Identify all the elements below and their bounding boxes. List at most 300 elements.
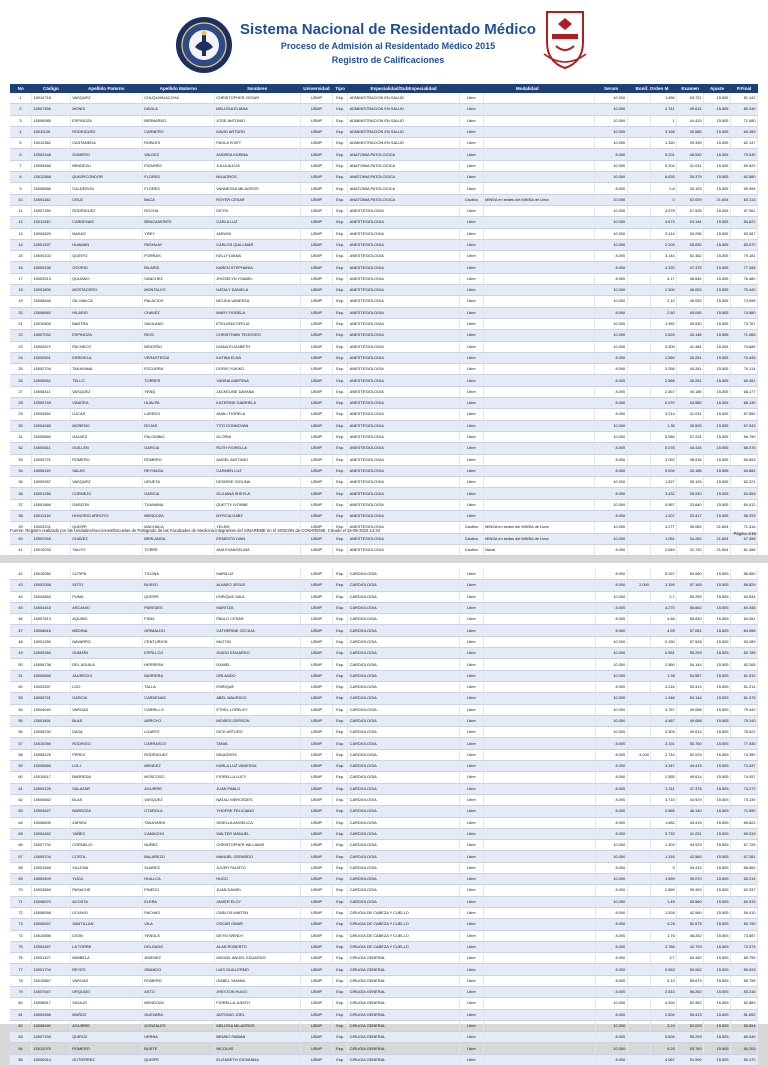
table-row xyxy=(10,670,758,681)
cell-ajuste: 15.505 xyxy=(704,636,731,647)
document-section-title: Registro de Calificaciones xyxy=(331,55,445,65)
cell-no: 34 xyxy=(10,465,32,476)
cell-bonif xyxy=(627,160,651,171)
table-row xyxy=(10,262,758,273)
cell-apellido-materno: FLORES xyxy=(142,183,214,194)
cell-pfinal: 70.040 xyxy=(730,149,757,160)
cell-bonif xyxy=(627,285,651,296)
cell-serum: 10.000 xyxy=(595,104,627,115)
cell-bonif xyxy=(627,364,651,375)
table-row xyxy=(10,636,758,647)
cell-codigo: 15008646 xyxy=(32,296,71,307)
cell-sede xyxy=(483,330,595,341)
cell-nombres: OSCAR OMAR xyxy=(214,919,300,930)
cell-bonif xyxy=(627,183,651,194)
cell-apellido-materno: MOSCOSO xyxy=(142,772,214,783)
cell-nombres: CARLA LUZ xyxy=(214,217,300,228)
cell-codigo: 15003337 xyxy=(32,681,71,692)
cell-pfinal: 73.767 xyxy=(730,318,757,329)
cell-nombres: DENISSE GIOLINA xyxy=(214,477,300,488)
cell-ajuste: 15.505 xyxy=(704,625,731,636)
cell-universidad: USMP xyxy=(300,648,332,659)
cell-no: 83 xyxy=(10,1032,32,1043)
cell-especialidad: CIRUGIA GENERAL xyxy=(348,998,460,1009)
cell-especialidad: ANESTESIOLOGIA xyxy=(348,533,460,544)
cell-ajuste: 15.505 xyxy=(704,1043,731,1054)
cell-serum: 10.000 xyxy=(595,228,627,239)
table-body xyxy=(10,93,758,556)
cell-codigo: 15006605 xyxy=(32,817,71,828)
cell-universidad: USMP xyxy=(300,149,332,160)
cell-bonif xyxy=(627,409,651,420)
cell-orden: 1.303 xyxy=(651,840,677,851)
cell-orden: 2.7 xyxy=(651,591,677,602)
cell-bonif xyxy=(627,262,651,273)
cell-examen: 45.045 xyxy=(677,307,704,318)
cell-pfinal: 58.293 xyxy=(730,510,757,521)
cell-nombres: MARY FIORELA xyxy=(214,307,300,318)
cell-examen: 42.793 xyxy=(677,941,704,952)
col-apellido-paterno: Apellido Paterno xyxy=(70,84,142,93)
cell-no: 59 xyxy=(10,761,32,772)
cell-universidad: USMP xyxy=(300,964,332,975)
cell-modalidad: Libre xyxy=(459,205,483,216)
cell-modalidad: Libre xyxy=(459,104,483,115)
cell-bonif xyxy=(627,715,651,726)
cell-serum: 10.000 xyxy=(595,896,627,907)
cell-universidad: USMP xyxy=(300,727,332,738)
cell-codigo: 15006597 xyxy=(32,919,71,930)
cell-modalidad: Libre xyxy=(459,160,483,171)
cell-apellido-paterno: PASACHE xyxy=(70,885,142,896)
cell-serum: 10.000 xyxy=(595,998,627,1009)
cell-tipo: Esp. xyxy=(333,409,348,420)
cell-especialidad: CARDIOLOGIA xyxy=(348,885,460,896)
cell-ajuste: 15.505 xyxy=(704,727,731,738)
cell-no: 35 xyxy=(10,477,32,488)
cell-universidad: USMP xyxy=(300,522,332,533)
cell-apellido-materno: ROCHA xyxy=(142,205,214,216)
cell-no: 45 xyxy=(10,602,32,613)
cell-examen: 46.140 xyxy=(677,806,704,817)
cell-serum: 8.000 xyxy=(595,828,627,839)
cell-especialidad: ANESTESIOLOGIA xyxy=(348,251,460,262)
cell-ajuste: 15.505 xyxy=(704,239,731,250)
cell-apellido-materno: PAREDES xyxy=(142,602,214,613)
cell-no: 27 xyxy=(10,386,32,397)
cell-serum: 8.000 xyxy=(595,251,627,262)
cell-apellido-materno: BUSTE xyxy=(142,1043,214,1054)
cell-codigo: 15006856 xyxy=(32,183,71,194)
cell-examen: 35.193 xyxy=(677,183,704,194)
cell-no: 5 xyxy=(10,138,32,149)
cell-codigo: 15004653 xyxy=(32,591,71,602)
cell-sede xyxy=(483,126,595,137)
cell-examen: 41.031 xyxy=(677,828,704,839)
cell-examen: 44.415 xyxy=(677,817,704,828)
cell-tipo: Esp. xyxy=(333,591,348,602)
table-row xyxy=(10,488,758,499)
cell-bonif xyxy=(627,907,651,918)
cell-codigo: 15010867 xyxy=(32,975,71,986)
cell-modalidad: Libre xyxy=(459,93,483,104)
cell-apellido-materno: SAVILANO xyxy=(142,318,214,329)
cell-universidad: USMP xyxy=(300,840,332,851)
cell-especialidad: CARDIOLOGIA xyxy=(348,670,460,681)
cell-sede xyxy=(483,998,595,1009)
cell-nombres: JULIA ALICIA xyxy=(214,160,300,171)
cell-pfinal: 80.790 xyxy=(730,919,757,930)
cell-pfinal: 62.147 xyxy=(730,138,757,149)
cell-no: 51 xyxy=(10,670,32,681)
cell-orden: 2.624 xyxy=(651,330,677,341)
cell-no: 60 xyxy=(10,772,32,783)
cell-especialidad: ANESTESIOLOGIA xyxy=(348,398,460,409)
cell-pfinal: 85.829 xyxy=(730,580,757,591)
cell-especialidad: ANESTESIOLOGIA xyxy=(348,443,460,454)
cell-codigo: 15007194 xyxy=(32,1032,71,1043)
cell-ajuste: 15.505 xyxy=(704,896,731,907)
cell-apellido-paterno: VASQUEZ xyxy=(70,93,142,104)
cell-universidad: USMP xyxy=(300,659,332,670)
cell-apellido-materno: CHUQUIHUACCHA xyxy=(142,93,214,104)
cell-serum: 8.000 xyxy=(595,907,627,918)
cell-serum: 8.000 xyxy=(595,386,627,397)
cell-codigo: 15010805 xyxy=(32,318,71,329)
cell-examen: 33.417 xyxy=(677,510,704,521)
cell-especialidad: ANESTESIOLOGIA xyxy=(348,510,460,521)
cell-bonif xyxy=(627,93,651,104)
table-row xyxy=(10,93,758,104)
cell-modalidad: Libre xyxy=(459,262,483,273)
cell-no: 46 xyxy=(10,614,32,625)
cell-tipo: Esp. xyxy=(333,840,348,851)
cell-tipo: Esp. xyxy=(333,115,348,126)
cell-no: 7 xyxy=(10,160,32,171)
cell-apellido-materno: DELGADO xyxy=(142,941,214,952)
cell-bonif xyxy=(627,874,651,885)
cell-examen: 57.528 xyxy=(677,205,704,216)
cell-especialidad: CARDIOLOGIA xyxy=(348,738,460,749)
cell-especialidad: CARDIOLOGIA xyxy=(348,625,460,636)
cell-bonif xyxy=(627,896,651,907)
cell-bonif xyxy=(627,104,651,115)
cell-codigo: 15005660 xyxy=(32,431,71,442)
cell-especialidad: CARDIOLOGIA xyxy=(348,749,460,760)
cell-no: 52 xyxy=(10,681,32,692)
cell-universidad: USMP xyxy=(300,499,332,510)
cell-especialidad: ANATOMIA PATOLOGICA xyxy=(348,172,460,183)
cell-no: 10 xyxy=(10,194,32,205)
cell-modalidad: Libre xyxy=(459,228,483,239)
cell-pfinal: 82.785 xyxy=(730,648,757,659)
cell-pfinal: 75.440 xyxy=(730,285,757,296)
cell-codigo: 15004620 xyxy=(32,228,71,239)
cell-orden: 1.36 xyxy=(651,670,677,681)
cell-universidad: USMP xyxy=(300,318,332,329)
cell-especialidad: CARDIOLOGIA xyxy=(348,794,460,805)
cell-no: 41 xyxy=(10,544,32,555)
cell-especialidad: CIRUGIA GENERAL xyxy=(348,964,460,975)
cell-nombres: ETHEL LORELEY xyxy=(214,704,300,715)
table-row xyxy=(10,115,758,126)
cell-examen: 33.640 xyxy=(677,499,704,510)
cell-serum: 10.000 xyxy=(595,533,627,544)
cell-universidad: USMP xyxy=(300,693,332,704)
cell-especialidad: ANESTESIOLOGIA xyxy=(348,544,460,555)
cell-nombres: ANGEL ANTONIO xyxy=(214,454,300,465)
cell-universidad: USMP xyxy=(300,1009,332,1020)
cell-codigo: 15001285 xyxy=(32,488,71,499)
cell-serum: 8.000 xyxy=(595,262,627,273)
cell-sede xyxy=(483,138,595,149)
cell-orden: 0.963 xyxy=(651,964,677,975)
cell-apellido-paterno: LA TORRE xyxy=(70,941,142,952)
cell-sede xyxy=(483,149,595,160)
cell-tipo: Esp. xyxy=(333,986,348,997)
cell-tipo: Esp. xyxy=(333,772,348,783)
cell-bonif xyxy=(627,998,651,1009)
cell-nombres: JOSE ANTONIO xyxy=(214,115,300,126)
cell-codigo: 15001255 xyxy=(32,636,71,647)
cell-bonif xyxy=(627,251,651,262)
cell-modalidad: Libre xyxy=(459,115,483,126)
cell-modalidad: Libre xyxy=(459,330,483,341)
cell-nombres: ROYER CESAR xyxy=(214,194,300,205)
cell-serum: 8.000 xyxy=(595,544,627,555)
cell-nombres: MOISES GERSON xyxy=(214,715,300,726)
cell-apellido-paterno: LOLI xyxy=(70,761,142,772)
cell-ajuste: 15.505 xyxy=(704,580,731,591)
cell-nombres: CARLOS MARTIN xyxy=(214,907,300,918)
cell-ajuste: 15.505 xyxy=(704,273,731,284)
grades-table-page-1 xyxy=(10,84,758,556)
cell-pfinal: 67.726 xyxy=(730,840,757,851)
cell-orden: 0.078 xyxy=(651,443,677,454)
cell-no: 62 xyxy=(10,794,32,805)
cell-codigo: 15007456 xyxy=(32,104,71,115)
cell-especialidad: ANESTESIOLOGIA xyxy=(348,386,460,397)
cell-nombres: DORIS YUKIKO xyxy=(214,364,300,375)
cell-bonif xyxy=(627,919,651,930)
cell-examen: 55.259 xyxy=(677,648,704,659)
cell-no: 77 xyxy=(10,964,32,975)
cell-apellido-materno: QUISPE xyxy=(142,1054,214,1065)
col-codigo: Código xyxy=(32,84,71,93)
cell-codigo: 15000811 xyxy=(32,443,71,454)
cell-pfinal: 81.652 xyxy=(730,1009,757,1020)
cell-especialidad: ANESTESIOLOGIA xyxy=(348,262,460,273)
cell-bonif xyxy=(627,318,651,329)
cell-tipo: Esp. xyxy=(333,149,348,160)
cell-pfinal: 74.057 xyxy=(730,772,757,783)
cell-modalidad: Libre xyxy=(459,398,483,409)
cell-sede xyxy=(483,975,595,986)
cell-modalidad: Libre xyxy=(460,659,484,670)
cell-apellido-paterno: GARCIA xyxy=(70,693,142,704)
cell-tipo: Esp. xyxy=(333,364,348,375)
cell-especialidad: CARDIOLOGIA xyxy=(348,783,460,794)
cell-serum: 8.000 xyxy=(595,783,627,794)
cell-no: 67 xyxy=(10,851,32,862)
cell-bonif xyxy=(627,341,651,352)
cell-serum: 10.000 xyxy=(595,341,627,352)
cell-ajuste: 15.505 xyxy=(704,341,731,352)
cell-examen: 45.261 xyxy=(677,364,704,375)
cell-nombres: ENRIQUE SAUL xyxy=(214,591,300,602)
cell-apellido-paterno: MIMBELA xyxy=(70,953,142,964)
cell-ajuste: 15.505 xyxy=(704,907,731,918)
cell-sede: MINSA en sedes del MINSA de Lima xyxy=(483,522,595,533)
cell-apellido-materno: JIMENEZ xyxy=(142,953,214,964)
table-row xyxy=(10,126,758,137)
cell-pfinal: 82.265 xyxy=(730,659,757,670)
cell-orden: 2.865 xyxy=(651,806,677,817)
cell-apellido-paterno: VASQUEZ xyxy=(70,477,142,488)
table-row xyxy=(10,591,758,602)
cell-universidad: USMP xyxy=(300,851,332,862)
col-apellido-materno: Apellido Materno xyxy=(142,84,214,93)
cell-universidad: USMP xyxy=(300,941,332,952)
cell-bonif: 4.000 xyxy=(627,749,651,760)
university-crest-icon xyxy=(542,6,588,72)
cell-apellido-paterno: LUCAS xyxy=(70,409,142,420)
cell-examen: 56.662 xyxy=(677,602,704,613)
cell-orden: 1.682 xyxy=(651,817,677,828)
cell-sede xyxy=(483,205,595,216)
cell-no: 49 xyxy=(10,648,32,659)
cell-orden: 4.467 xyxy=(651,715,677,726)
cell-tipo: Esp. xyxy=(333,896,348,907)
cell-tipo: Esp. xyxy=(333,715,348,726)
cell-universidad: USMP xyxy=(300,251,332,262)
cell-modalidad: Libre xyxy=(459,285,483,296)
cell-codigo: 15007647 xyxy=(32,986,71,997)
table-row xyxy=(10,217,758,228)
cell-bonif xyxy=(627,817,651,828)
cell-nombres: MARILUZ xyxy=(214,569,300,580)
cell-bonif xyxy=(627,806,651,817)
col-pfinal: P.Final xyxy=(730,84,757,93)
cell-tipo: Esp. xyxy=(333,172,348,183)
cell-no: 47 xyxy=(10,625,32,636)
cell-orden: 1.051 xyxy=(651,533,677,544)
cell-examen: 45.530 xyxy=(677,318,704,329)
cell-examen: 46.053 xyxy=(677,285,704,296)
cell-apellido-paterno: RODRIGUEZ xyxy=(70,205,142,216)
cell-nombres: DAVID ARTURO xyxy=(214,126,300,137)
cell-serum: 10.000 xyxy=(595,477,627,488)
cell-codigo: 15012078 xyxy=(32,1043,71,1054)
cell-no: 28 xyxy=(10,398,32,409)
cell-examen: 33.560 xyxy=(677,896,704,907)
cell-apellido-paterno: MUÑOZ xyxy=(70,1009,142,1020)
cell-orden: 1.346 xyxy=(651,693,677,704)
cell-orden: 1.952 xyxy=(651,318,677,329)
cell-orden: 4.741 xyxy=(651,104,677,115)
cell-modalidad: Libre xyxy=(459,477,483,488)
cell-apellido-materno: VASQUEZ xyxy=(142,794,214,805)
cell-sede xyxy=(483,307,595,318)
cell-nombres: JACKELINE DAYANA xyxy=(214,386,300,397)
cell-no: 1 xyxy=(10,93,32,104)
cell-codigo: 15006562 xyxy=(32,375,71,386)
cell-tipo: Esp. xyxy=(333,761,348,772)
cell-nombres: NELIDA VANESSA xyxy=(214,296,300,307)
cell-no: 37 xyxy=(10,499,32,510)
cell-sede xyxy=(483,715,595,726)
cell-ajuste: 15.505 xyxy=(704,364,731,375)
cell-apellido-materno: BERLANGA xyxy=(142,533,214,544)
cell-especialidad: ANESTESIOLOGIA xyxy=(348,296,460,307)
cell-serum: 10.000 xyxy=(595,431,627,442)
cell-examen: 35.193 xyxy=(677,477,704,488)
cell-nombres: MILAGROS xyxy=(214,749,300,760)
cell-examen: 39.493 xyxy=(677,885,704,896)
cell-pfinal: 59.410 xyxy=(730,907,757,918)
cell-nombres: DIANA ELIZABETH xyxy=(214,341,300,352)
cell-nombres: KARLA LUZ VANESSA xyxy=(214,761,300,772)
cell-no: 72 xyxy=(10,907,32,918)
cell-apellido-materno: BACA xyxy=(142,194,214,205)
cell-bonif xyxy=(627,840,651,851)
cell-orden: 4.347 xyxy=(651,761,677,772)
cell-orden: 3.766 xyxy=(651,941,677,952)
cell-nombres: BRUNO FABIAN xyxy=(214,1032,300,1043)
cell-pfinal: 65.214 xyxy=(730,874,757,885)
table-row xyxy=(10,941,758,952)
cell-serum: 10.000 xyxy=(595,126,627,137)
cell-orden: 0.004 xyxy=(651,465,677,476)
table-row xyxy=(10,318,758,329)
cell-universidad: USMP xyxy=(300,104,332,115)
cell-especialidad: ANESTESIOLOGIA xyxy=(348,477,460,488)
cell-examen: 53.721 xyxy=(677,93,704,104)
cell-apellido-paterno: CRUZ xyxy=(70,194,142,205)
cell-no: 39 xyxy=(10,522,32,533)
cell-codigo: 15008840 xyxy=(32,307,71,318)
cell-modalidad: Libre xyxy=(460,614,484,625)
cell-codigo: 15006411 xyxy=(32,386,71,397)
cell-codigo: 15009409 xyxy=(32,874,71,885)
cell-pfinal: 77.530 xyxy=(730,738,757,749)
table-row xyxy=(10,499,758,510)
cell-modalidad: Libre xyxy=(460,840,484,851)
cell-tipo: Esp. xyxy=(333,375,348,386)
cell-codigo: 15001537 xyxy=(32,239,71,250)
cell-apellido-paterno: URQUIZO xyxy=(70,986,142,997)
cell-apellido-materno: FIDEL xyxy=(142,614,214,625)
cell-orden: 3.214 xyxy=(651,409,677,420)
cell-no: 38 xyxy=(10,510,32,521)
document-header xyxy=(0,0,768,80)
cell-ajuste: 15.505 xyxy=(704,375,731,386)
cell-serum: 10.000 xyxy=(595,522,627,533)
cell-universidad: USMP xyxy=(300,738,332,749)
cell-serum: 8.000 xyxy=(595,919,627,930)
cell-pfinal: 71.316 xyxy=(730,522,757,533)
cell-modalidad: Libre xyxy=(460,704,484,715)
cell-pfinal: 71.590 xyxy=(730,806,757,817)
table-row xyxy=(10,285,758,296)
cell-pfinal: 80.654 xyxy=(730,1020,757,1031)
cell-examen: 40.185 xyxy=(677,386,704,397)
cell-universidad: USMP xyxy=(300,364,332,375)
grades-table-page-2 xyxy=(10,569,758,1066)
cell-especialidad: ANESTESIOLOGIA xyxy=(348,318,460,329)
cell-apellido-materno: CHAVEZ xyxy=(142,307,214,318)
cell-ajuste: 15.505 xyxy=(704,330,731,341)
